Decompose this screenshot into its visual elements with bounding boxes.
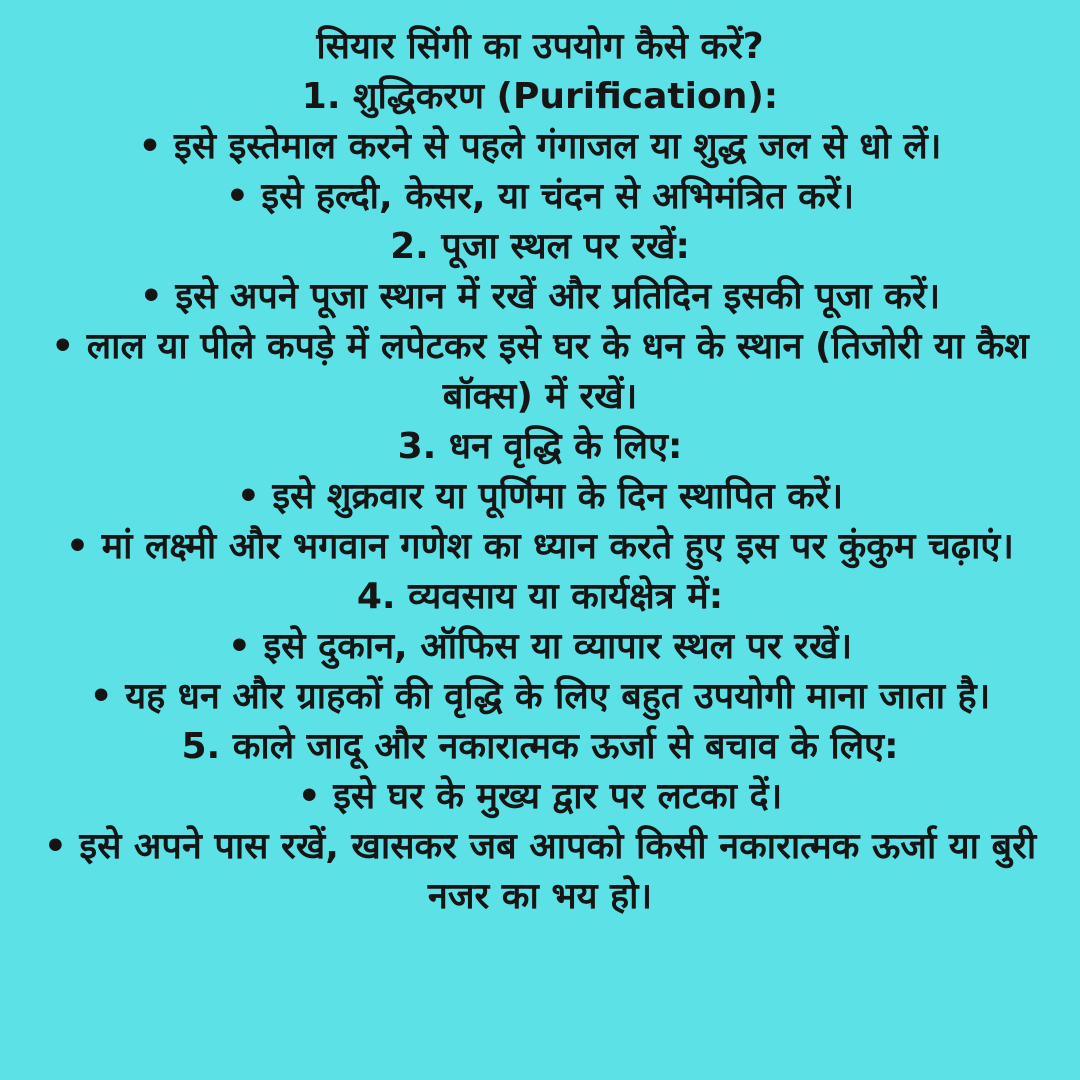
section-3-bullet-1: • इसे शुक्रवार या पूर्णिमा के दिन स्थापित करें। bbox=[236, 476, 844, 517]
section-2-bullet-1: • इसे अपने पूजा स्थान में रखें और प्रतिदिन इसकी पूजा करें। bbox=[139, 276, 941, 317]
section-3-bullet-2: • मां लक्ष्मी और भगवान गणेश का ध्यान करते हुए इस पर कुंकुम चढ़ाएं। bbox=[66, 526, 1014, 567]
section-2-bullet-2: • लाल या पीले कपड़े में लपेटकर इसे घर के धन के स्थान (तिजोरी या कैश बॉक्स) में रखें। bbox=[51, 326, 1029, 417]
section-3-heading: 3. धन वृद्धि के लिए: bbox=[397, 426, 683, 467]
section-4-heading: 4. व्यवसाय या कार्यक्षेत्र में: bbox=[356, 576, 724, 617]
section-5-heading: 5. काले जादू और नकारात्मक ऊर्जा से बचाव के लिए: bbox=[181, 726, 899, 767]
page-title: सियार सिंगी का उपयोग कैसे करें? bbox=[316, 26, 764, 67]
section-5-bullet-1: • इसे घर के मुख्य द्वार पर लटका दें। bbox=[297, 776, 783, 817]
section-1-heading: 1. शुद्धिकरण (Purification): bbox=[301, 76, 779, 117]
section-1-bullet-1: • इसे इस्तेमाल करने से पहले गंगाजल या शुद्ध जल से धो लें। bbox=[138, 126, 942, 167]
section-1-bullet-2: • इसे हल्दी, केसर, या चंदन से अभिमंत्रित करें। bbox=[225, 176, 855, 217]
section-4-bullet-1: • इसे दुकान, ऑफिस या व्यापार स्थल पर रखें। bbox=[227, 626, 853, 667]
section-2-heading: 2. पूजा स्थल पर रखें: bbox=[390, 226, 690, 267]
section-5-bullet-2: • इसे अपने पास रखें, खासकर जब आपको किसी नकारात्मक ऊर्जा या बुरी नजर का भय हो। bbox=[43, 826, 1037, 917]
section-4-bullet-2: • यह धन और ग्राहकों की वृद्धि के लिए बहुत उपयोगी माना जाता है। bbox=[89, 676, 991, 717]
